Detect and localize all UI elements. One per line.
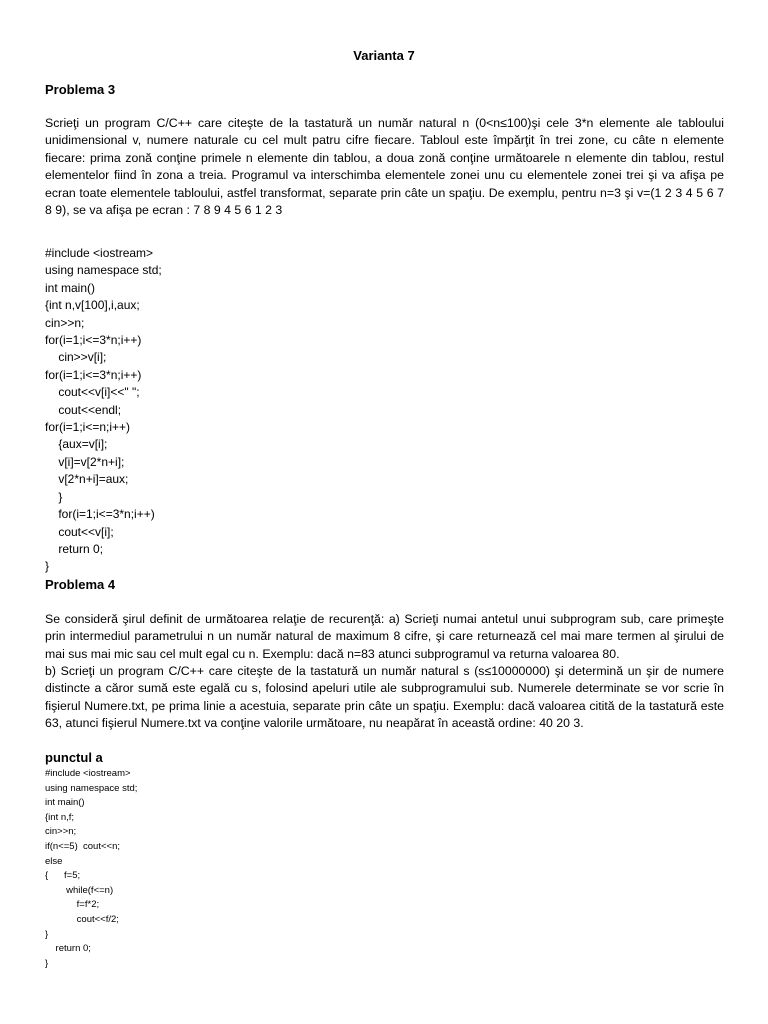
code-line: while(f<=n)	[45, 884, 114, 896]
problem-3-statement: Scrieţi un program C/C++ care citeşte de la tastatură un număr natural n (0<n≤100)şi cele 3*n elemente ale tabloului unidimensional v, numere naturale cu cel mult patru cifre fiecare. Tabloul este împărţit în trei zone, cu câte n elemente fiecare: prima zonă conţine primele n elemente din tablou, a doua zonă conţine următoarele n elemente din tablou, restul elementelor fiind în zona a treia. Programul va interschimba elementele zonei unu cu elementele zonei trei şi va afişa pe ecran toate elementele tabloului, astfel transformat, separate prin câte un spaţiu. De exemplu, pentru n=3 şi v=(1 2 3 4 5 6 7 8 9), se va afişa pe ecran : 7 8 9 4 5 6 1 2 3	[45, 116, 724, 218]
punctul-a-heading: punctul a	[45, 750, 103, 765]
problem-4-heading: Problema 4	[45, 577, 116, 592]
code-line: if(n<=5) cout<<n;	[45, 840, 120, 852]
page-title: Varianta 7	[353, 48, 415, 63]
code-line: f=f*2;	[45, 899, 100, 911]
code-line: using namespace std;	[45, 782, 138, 794]
code-line: }	[45, 957, 49, 969]
code-line: cin>>n;	[45, 315, 85, 330]
code-line: for(i=1;i<=n;i++)	[45, 420, 131, 435]
code-line: { f=5;	[45, 870, 81, 882]
code-line: cin>>n;	[45, 826, 77, 838]
code-line: v[2*n+i]=aux;	[45, 472, 129, 487]
problem-4-statement-a: Se consideră şirul definit de următoarea relaţie de recurenţă: a) Scrieţi numai antetul unui subprogram sub, care primeşte prin intermediul parametrului n un număr natural de maximum 8 cifre, şi care returnează cel mai mare termen al şirului de mai sus mai mic sau cel mult egal cu n. Exemplu: dacă n=83 atunci subprogramul va returna valoarea 80.	[45, 612, 724, 661]
code-line: #include <iostream>	[45, 246, 154, 260]
code-line: {int n,v[100],i,aux;	[45, 298, 140, 313]
code-line: cout<<v[i];	[45, 524, 114, 539]
code-line: int main()	[45, 797, 85, 809]
code-line: #include <iostream>	[45, 768, 131, 779]
problem-3-heading: Problema 3	[45, 82, 116, 97]
code-line: }	[45, 928, 49, 940]
code-line: int main()	[45, 280, 96, 295]
code-line: return 0;	[45, 943, 91, 955]
problem-3-code-block	[45, 245, 162, 576]
code-line: cout<<f/2;	[45, 913, 119, 925]
code-line: {int n,f;	[45, 811, 75, 823]
code-line: {aux=v[i];	[45, 437, 108, 452]
code-line: cout<<v[i]<<" ";	[45, 385, 140, 400]
code-line: for(i=1;i<=3*n;i++)	[45, 507, 155, 522]
code-line: return 0;	[45, 541, 104, 556]
code-line: cin>>v[i];	[45, 350, 107, 365]
problem-4-code-block	[45, 767, 137, 971]
code-line: for(i=1;i<=3*n;i++)	[45, 367, 142, 382]
code-line: }	[45, 489, 63, 504]
code-line: for(i=1;i<=3*n;i++)	[45, 333, 142, 348]
code-line: using namespace std;	[45, 263, 162, 278]
code-line: else	[45, 855, 63, 867]
code-line: cout<<endl;	[45, 402, 122, 417]
code-line: v[i]=v[2*n+i];	[45, 454, 125, 469]
code-line: }	[45, 559, 50, 574]
problem-4-statement-b: b) Scrieţi un program C/C++ care citeşte de la tastatură un număr natural s (s≤10000000) şi determină un şir de numere distincte a căror sumă este egală cu s, folosind apeluri utile ale subprogramului sub. Numerele determinate se vor scrie în fişierul Numere.txt, pe prima linie a acestuia, separate prin câte un spaţiu. Exemplu: dacă valoarea citită de la tastatură este 63, atunci fişierul Numere.txt va conţine valorile următoare, nu neapărat în această ordine: 40 20 3.	[45, 664, 724, 731]
